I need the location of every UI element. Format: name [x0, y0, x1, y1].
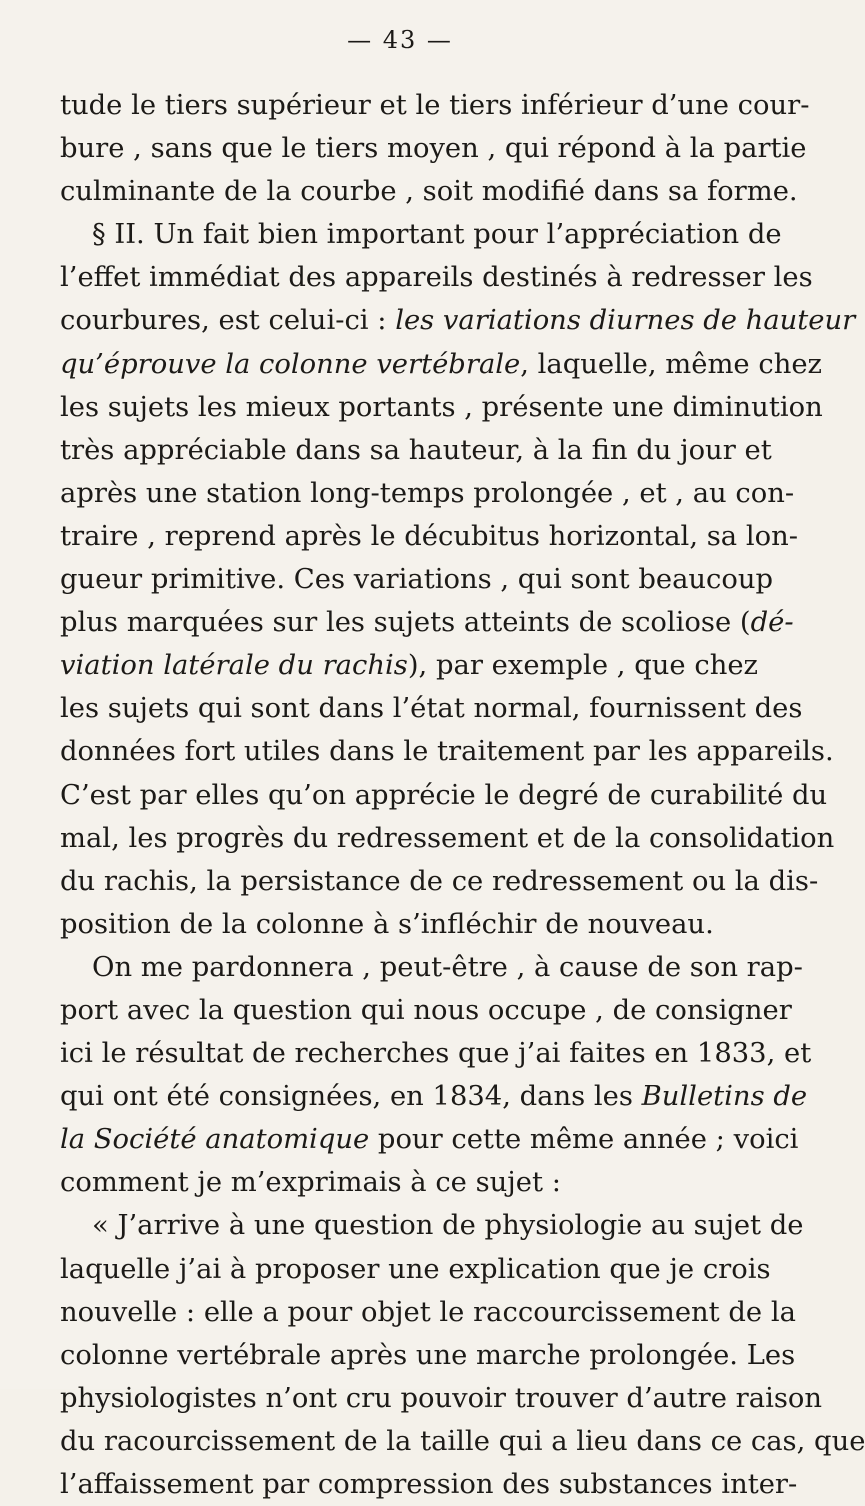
text-segment: les sujets les mieux portants , présente une diminution: [60, 391, 823, 423]
text-line: [60, 903, 758, 946]
text-segment: § II. Un fait bien important pour l’appréciation de: [92, 219, 782, 251]
text-line: [60, 1291, 796, 1334]
text-line: [60, 946, 803, 989]
text-line: [60, 601, 794, 644]
text-segment: « J’arrive à une question de physiologie au sujet de: [92, 1210, 804, 1242]
text-line: [60, 1032, 812, 1075]
text-line: [60, 774, 828, 817]
text-segment: très appréciable dans sa hauteur, à la fin du jour et: [60, 434, 772, 466]
text-segment: culminante de la courbe , soit modifié dans sa forme.: [60, 176, 798, 208]
italic-text: la Société anatomique: [60, 1124, 370, 1156]
text-line: [60, 817, 835, 860]
text-line: [60, 84, 810, 127]
text-segment: ici le résultat de recherches que j’ai faites en 1833, et: [60, 1038, 812, 1070]
text-line: [60, 429, 772, 472]
text-segment: pour cette même année ; voici: [369, 1124, 799, 1156]
text-line: [60, 730, 834, 773]
text-line: [60, 1204, 804, 1247]
italic-text: dé-: [750, 607, 794, 639]
text-line: [60, 170, 798, 213]
text-line: [60, 1420, 865, 1463]
text-line: [60, 256, 813, 299]
text-segment: qui ont été consignées, en 1834, dans les: [60, 1081, 642, 1113]
text-line: [60, 644, 758, 687]
text-line: [60, 558, 774, 601]
text-segment: traire , reprend après le décubitus horizontal, sa lon-: [60, 520, 798, 552]
text-segment: On me pardonnera , peut-être , à cause de son rap-: [92, 951, 803, 983]
text-segment: ), par exemple , que chez: [407, 650, 758, 682]
italic-text: Bulletins de: [641, 1081, 808, 1113]
text-segment: courbures, est celui-ci :: [60, 305, 396, 337]
italic-text: les variations diurnes de hauteur: [395, 305, 856, 337]
text-segment: après une station long-temps prolongée , et , au con-: [60, 477, 795, 509]
text-segment: du racourcissement de la taille qui a lieu dans ce cas, que: [60, 1425, 865, 1457]
text-segment: , laquelle, même chez: [520, 348, 822, 380]
italic-text: viation latérale du rachis: [60, 650, 408, 682]
text-segment: nouvelle : elle a pour objet le raccourcissement de la: [60, 1296, 796, 1328]
text-line: [60, 386, 823, 429]
text-segment: port avec la question qui nous occupe , de consigner: [60, 994, 792, 1026]
text-segment: physiologistes n’ont cru pouvoir trouver d’autre raison: [60, 1382, 823, 1414]
text-line: [60, 1334, 796, 1377]
text-line: [60, 1075, 808, 1118]
text-segment: comment je m’exprimais à ce sujet :: [60, 1167, 561, 1199]
text-line: [60, 1118, 799, 1161]
text-line: [60, 989, 792, 1032]
page-number: — 43 —: [347, 26, 453, 54]
text-line: [60, 343, 822, 386]
text-segment: l’effet immédiat des appareils destinés à redresser les: [60, 262, 813, 294]
text-line: [60, 299, 856, 342]
text-line: [60, 860, 819, 903]
text-line: [60, 1377, 823, 1420]
text-line: [60, 213, 782, 256]
text-segment: position de la colonne à s’infléchir de nouveau.: [60, 908, 714, 940]
text-segment: gueur primitive. Ces variations , qui sont beaucoup: [60, 564, 774, 596]
text-segment: tude le tiers supérieur et le tiers inférieur d’une cour-: [60, 90, 810, 121]
text-line: [60, 127, 807, 170]
text-segment: colonne vertébrale après une marche prolongée. Les: [60, 1339, 796, 1371]
text-line: [60, 515, 798, 558]
text-segment: bure , sans que le tiers moyen , qui répond à la partie: [60, 133, 807, 165]
text-line: [60, 1463, 798, 1506]
text-segment: les sujets qui sont dans l’état normal, fournissent des: [60, 693, 803, 725]
text-line: [60, 1248, 771, 1291]
text-segment: C’est par elles qu’on apprécie le degré de curabilité du: [60, 779, 828, 811]
body-text: [60, 84, 865, 1506]
text-segment: mal, les progrès du redressement et de la consolidation: [60, 822, 835, 854]
text-line: [60, 472, 795, 515]
text-segment: l’affaissement par compression des substances inter-: [60, 1469, 798, 1500]
text-segment: données fort utiles dans le traitement par les appareils.: [60, 736, 834, 768]
text-segment: du rachis, la persistance de ce redressement ou la dis-: [60, 865, 819, 897]
text-segment: laquelle j’ai à proposer une explication que je crois: [60, 1253, 771, 1285]
text-line: [60, 687, 803, 730]
text-segment: plus marquées sur les sujets atteints de scoliose (: [60, 607, 751, 639]
italic-text: qu’éprouve la colonne vertébrale: [60, 348, 521, 380]
text-line: [60, 1161, 758, 1204]
